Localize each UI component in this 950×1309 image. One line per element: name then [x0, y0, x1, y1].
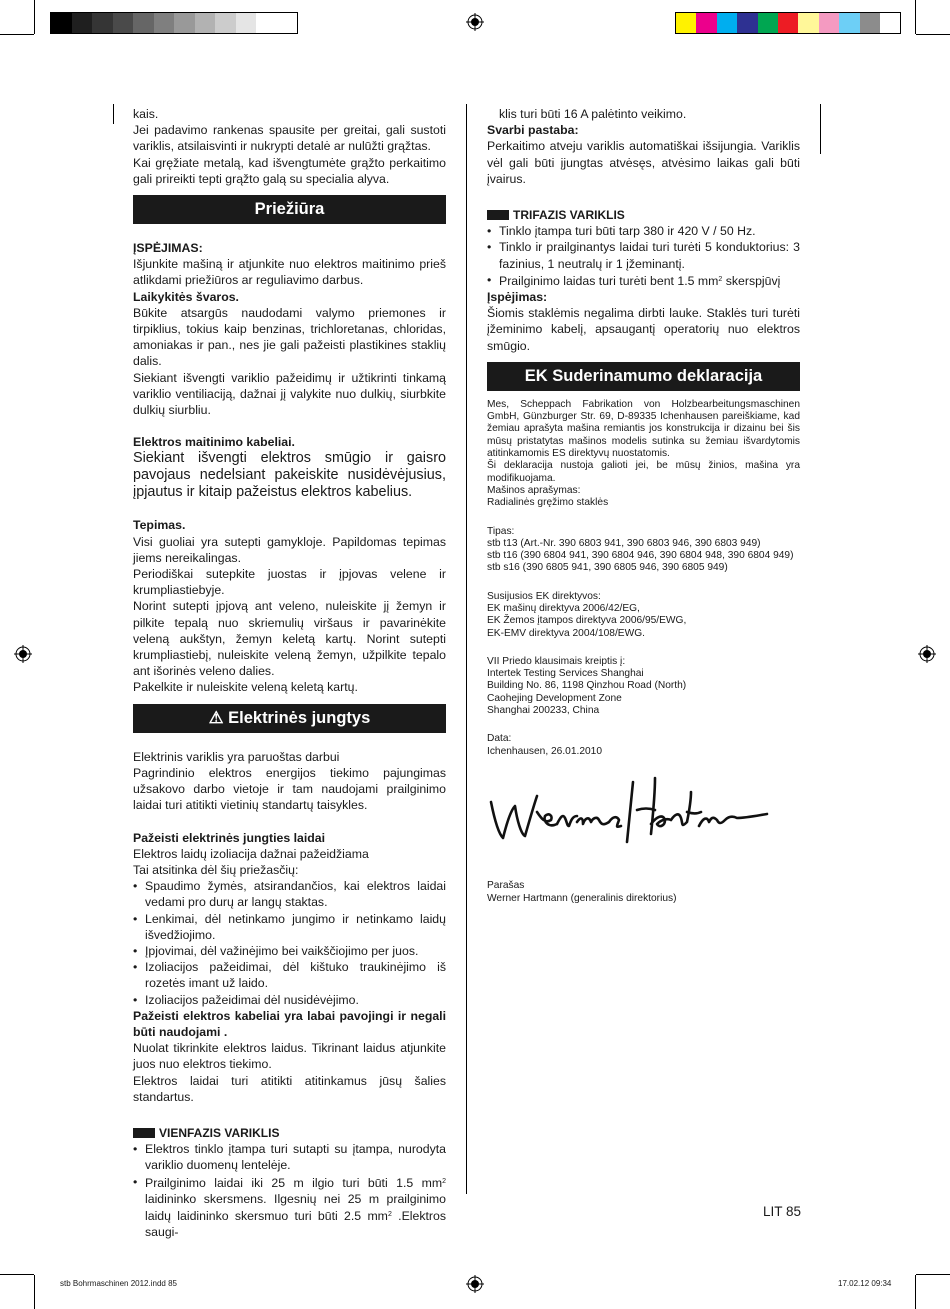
paragraph: Shanghai 200233, China — [487, 705, 600, 717]
superscript: 2 — [387, 1210, 392, 1218]
paragraph: Mašinos aprašymas: — [487, 484, 581, 496]
crop-mark — [915, 0, 916, 34]
paragraph: Tai atsitinka dėl šių priežasčių: — [133, 862, 299, 877]
spacer — [487, 575, 800, 591]
single-phase-list — [133, 1141, 446, 1240]
list-item: • Spaudimo žymės, atsirandančios, kai elektros laidai vedami pro durų ar langų staktas. — [133, 878, 446, 910]
paragraph: Mes, Scheppach Fabrikation von Holzbearbeitungsmaschinen GmbH, Günzburger Str. 69, D-89335 Ichenhausen pareiškiame, kad žemiau aprašyta mašina remiantis jos konstrukcija ir dizainu bei šis mūsų pristatytas mašinos modelis sutinka su žemiau išvardytomis atitinkamomis ES direktyvų nuostatomis. — [487, 398, 800, 460]
list-item: • Elektros tinklo įtampa turi sutapti su įtampa, nurodyta variklio duomenų lentelėje. — [133, 1141, 446, 1173]
subheading: Laikykitės švaros. — [133, 289, 239, 304]
crop-mark — [916, 1274, 950, 1275]
paragraph: Elektrinis variklis yra paruoštas darbui — [133, 749, 340, 764]
paragraph: Building No. 86, 1198 Qinzhou Road (North) — [487, 680, 687, 692]
subheading-label: VIENFAZIS VARIKLIS — [159, 1125, 280, 1140]
spacer — [133, 814, 446, 830]
column-rule — [820, 104, 821, 154]
paragraph: Nuolat tikrinkite elektros laidus. Tikrinant laidus atjunkite juos nuo elektros tiekimo. — [133, 1041, 446, 1072]
spacer — [487, 510, 800, 526]
subheading: Tepimas. — [133, 518, 186, 533]
paragraph: Elektros laidai turi atitikti atitinkamus jūsų šalies standartus. — [133, 1073, 446, 1104]
crop-mark — [34, 1275, 35, 1309]
spacer — [487, 187, 800, 203]
paragraph: Siekiant išvengti elektros smūgio ir gaisro pavojaus nedelsiant pakeiskite nusidėvėjusius, įpjautus ir kitaip pažeistus elektros kabelius. — [133, 450, 446, 501]
subheading: Pažeisti elektrinės jungties laidai — [133, 830, 326, 845]
paragraph: Norint sutepti įpjovą ant veleno, nuleiskite jį žemyn ir pilkite tepalą nuo skriemulių viršaus ir pavarinėkite veleną aukštyn, žemyn keletą kartų. Norint sutepti krumpliastiebį, nuleiskite veleną žemyn, užpilkite tepalo ant išorinės veleno dalies. — [133, 599, 446, 679]
warning-triangle-icon: ⚠ — [208, 708, 229, 727]
crop-mark — [916, 34, 950, 35]
subheading-single-phase — [133, 1125, 446, 1141]
paragraph: Kai gręžiate metalą, kad išvengtumėte grąžto perkaitimo gali prireikti tepti grąžto galą su specialia alyva. — [133, 155, 446, 186]
ec-declaration-body — [487, 399, 800, 905]
paragraph: Perkaitimo atveju variklis automatiškai išsijungia. Variklis vėl gali būti įjungtas atvėsęs, atvėsimo laikas gali būti įvairus. — [487, 139, 800, 186]
paragraph: Visi guoliai yra sutepti gamykloje. Papildomas tepimas jiems nereikalingas. — [133, 534, 446, 565]
paragraph: stb s16 (390 6805 941, 390 6805 946, 390 6805 949) — [487, 562, 728, 574]
spacer — [487, 640, 800, 656]
registration-mark-icon — [466, 13, 484, 31]
spacer — [133, 418, 446, 434]
damage-causes-list — [133, 878, 446, 1008]
registration-mark-icon — [918, 645, 936, 663]
text-run: Prailginimo laidai iki 25 m ilgio turi būti 1.5 mm — [145, 1175, 443, 1190]
subheading-label: TRIFAZIS VARIKLIS — [513, 208, 625, 223]
paragraph: Ši deklaracija nustoja galioti jei, be mūsų žinios, mašina yra modifikuojama. — [487, 460, 800, 484]
paragraph: klis turi būti 16 A palėtinto veikimo. — [499, 107, 687, 121]
heading-label: Elektrinės jungtys — [228, 708, 371, 727]
superscript: 2 — [442, 1177, 446, 1185]
spacer — [487, 717, 800, 733]
list-item: • Izoliacijos pažeidimai, dėl kištuko traukinėjimo iš rozetės imant už laido. — [133, 959, 446, 991]
paragraph: Periodiškai sutepkite juostas ir įpjovas velene ir krumpliastiebyje. — [133, 567, 446, 598]
subheading: Įspėjimas: — [487, 290, 548, 305]
paragraph: Data: — [487, 733, 512, 745]
three-phase-list — [487, 223, 800, 289]
paragraph: Ichenhausen, 26.01.2010 — [487, 745, 602, 757]
black-marker — [487, 210, 509, 220]
page-number: LIT 85 — [763, 1204, 802, 1219]
list-item: • Izoliacijos pažeidimai dėl nusidėvėjimo. — [133, 992, 446, 1008]
paragraph: stb t13 (Art.-Nr. 390 6803 941, 390 6803 946, 390 6803 949) — [487, 537, 761, 549]
paragraph: Siekiant išvengti variklio pažeidimų ir užtikrinti tinkamą variklio ventiliaciją, dažnai jį valykite nuo dulkių, siurbkite dulkių siurbliu. — [133, 370, 446, 418]
subheading: Svarbi pastaba: — [487, 123, 579, 138]
section-heading-electric — [133, 704, 446, 733]
list-item: • Tinklo įtampa turi būti tarp 380 ir 420 V / 50 Hz. — [487, 223, 800, 239]
paragraph: Parašas — [487, 880, 525, 892]
column-rule — [113, 104, 114, 124]
subheading-three-phase — [487, 207, 800, 223]
text-run: Prailginimo laidas turi turėti bent 1.5 mm — [499, 273, 719, 288]
list-item: • Įpjovimai, dėl važinėjimo bei vaikščiojimo per juos. — [133, 943, 446, 959]
left-column — [133, 106, 446, 1240]
grayscale-calibration-bar — [50, 12, 298, 34]
crop-mark — [34, 0, 35, 34]
paragraph: VII Priedo klausimais kreiptis į: — [487, 655, 626, 667]
registration-mark-icon — [14, 645, 32, 663]
spacer — [133, 501, 446, 517]
subheading: Elektros maitinimo kabeliai. — [133, 435, 295, 450]
spacer — [133, 1105, 446, 1121]
column-rule — [466, 104, 467, 1194]
crop-mark — [0, 34, 34, 35]
paragraph: kais. — [133, 107, 159, 121]
list-item — [487, 272, 800, 289]
list-item — [133, 1174, 446, 1241]
text-run: skerspjūvį — [722, 273, 781, 288]
paragraph: Caohejing Development Zone — [487, 692, 622, 704]
paragraph: Werner Hartmann (generalinis direktorius) — [487, 892, 677, 904]
paragraph: Elektros laidų izoliacija dažnai pažeidžiama — [133, 846, 369, 861]
footer-timestamp: 17.02.12 09:34 — [838, 1279, 892, 1288]
paragraph: Pagrindinio elektros energijos tiekimo pajungimas užsakovo darbo vietoje ir tam naudojami prailginimo laidai turi atitikti vietinių standartų taisykles. — [133, 765, 446, 813]
list-item: • Lenkimai, dėl netinkamo jungimo ir netinkamo laidų išvedžiojimo. — [133, 911, 446, 943]
crop-mark — [915, 1275, 916, 1309]
paragraph: EK mašinų direktyva 2006/42/EG, — [487, 603, 640, 614]
registration-mark-icon — [466, 1275, 484, 1293]
right-column — [487, 106, 800, 905]
warning-title: ĮSPĖJIMAS: — [133, 241, 203, 256]
paragraph: Išjunkite mašiną ir atjunkite nuo elektros maitinimo prieš atlikdami priežiūros ar reguliavimo darbus. — [133, 257, 446, 288]
paragraph: Jei padavimo rankenas spausite per greitai, gali sustoti variklis, atsilaisvinti ir nukrypti detalė ar nulūžti grąžtas. — [133, 123, 446, 154]
section-heading-maintenance: Priežiūra — [133, 195, 446, 224]
paragraph: Šiomis staklėmis negalima dirbti lauke. Staklės turi turėti įžeminimo kabelį, apsaugantį operatorių nuo elektros smūgio. — [487, 306, 800, 353]
black-marker — [133, 1128, 155, 1138]
handwritten-signature — [483, 772, 773, 852]
superscript: 2 — [718, 275, 723, 283]
paragraph: EK Žemos įtampos direktyva 2006/95/EWG, — [487, 615, 687, 627]
paragraph: stb t16 (390 6804 941, 390 6804 946, 390 6804 948, 390 6804 949) — [487, 550, 794, 562]
crop-mark — [0, 1274, 34, 1275]
text-run: laidininko skersmens. Ilgesnių nei 25 m prailginimo laidų laidininko skersmuo turi būti 2.5 mm — [145, 1191, 446, 1223]
paragraph: EK-EMV direktyva 2004/108/EWG. — [487, 627, 645, 639]
paragraph: Tipas: — [487, 525, 515, 537]
paragraph: Radialinės gręžimo staklės — [487, 497, 609, 509]
paragraph: Intertek Testing Services Shanghai — [487, 668, 644, 680]
paragraph: Pakelkite ir nuleiskite veleną keletą kartų. — [133, 680, 358, 695]
paragraph: Susijusios EK direktyvos: — [487, 590, 601, 602]
text-run: .Elektros saugi- — [145, 1208, 446, 1240]
subheading: Pažeisti elektros kabeliai yra labai pavojingi ir negali būti naudojami . — [133, 1008, 446, 1039]
paragraph: Būkite atsargūs naudodami valymo priemones ir tirpiklius, tokius kaip benzinas, trichloretanas, chloridas, amoniakas ir pan., nes jie gali pažeisti plastikines staklių dalis. — [133, 305, 446, 369]
list-item: • Tinklo ir prailginantys laidai turi turėti 5 konduktorius: 3 fazinius, 1 neutralų ir 1 įžeminantį. — [487, 239, 800, 271]
section-heading-ec-declaration: EK Suderinamumo deklaracija — [487, 362, 800, 391]
footer-filename: stb Bohrmaschinen 2012.indd 85 — [60, 1279, 177, 1288]
color-calibration-bar — [675, 12, 901, 34]
